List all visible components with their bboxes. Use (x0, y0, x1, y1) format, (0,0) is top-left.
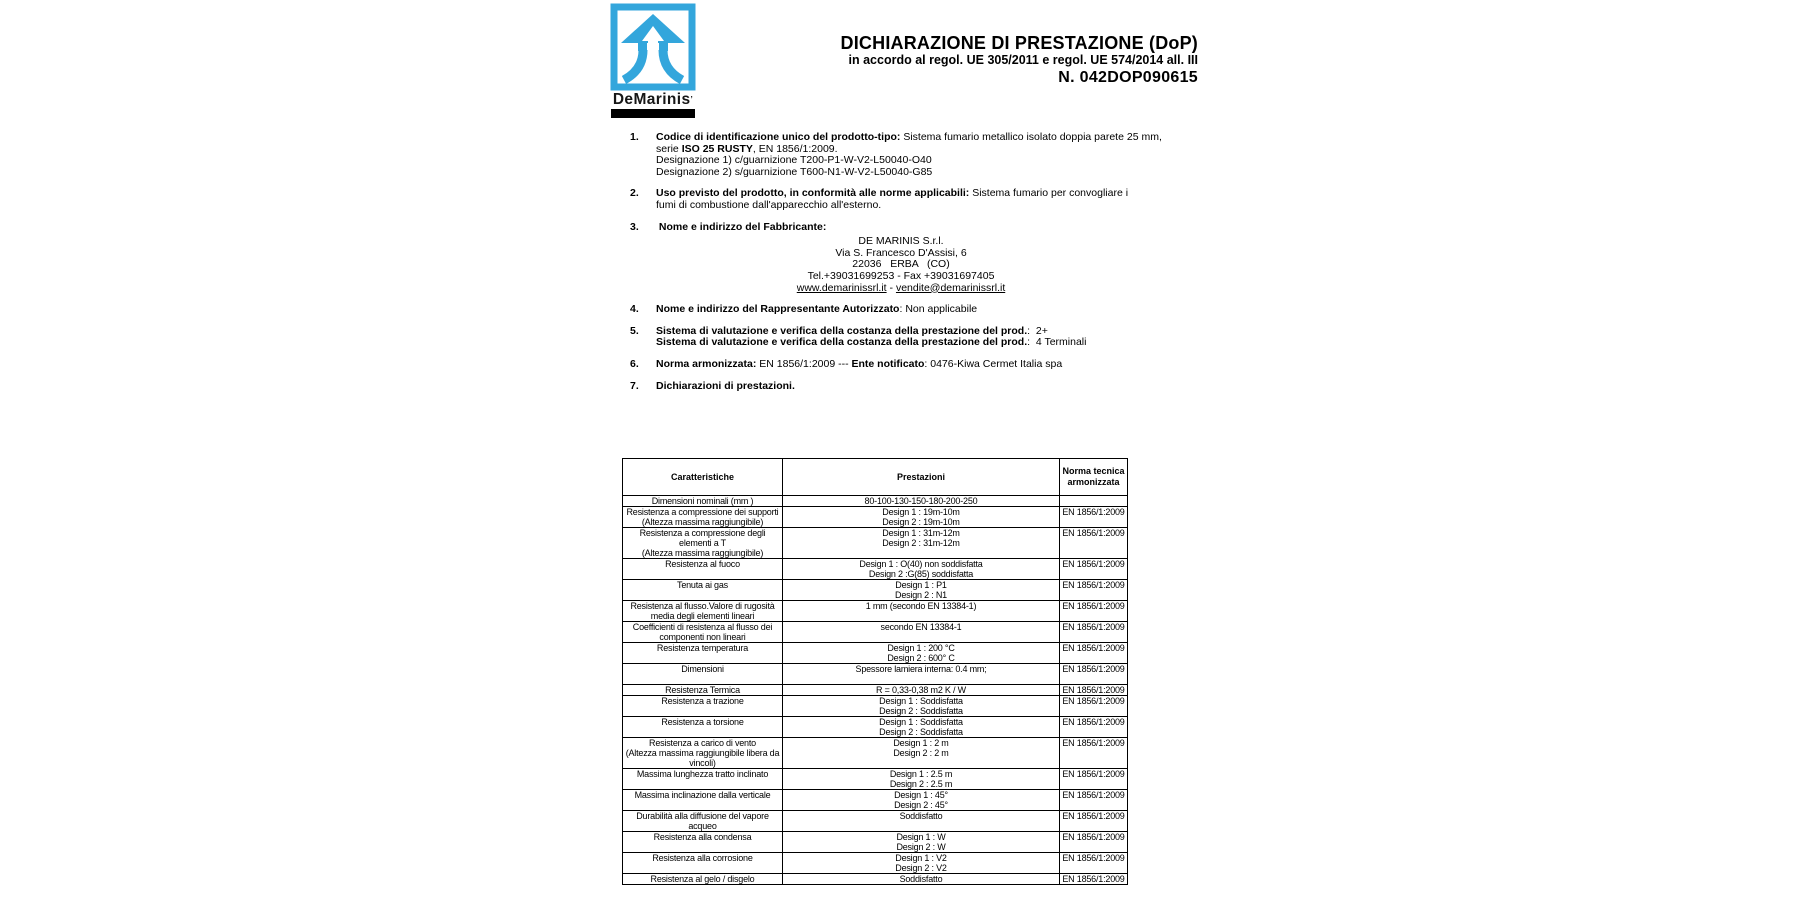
header-prestazioni: Prestazioni (783, 459, 1060, 496)
item-body (656, 304, 1150, 316)
cell-norma (1060, 496, 1128, 507)
item-number: 7. (630, 379, 639, 392)
table-row (623, 717, 1128, 738)
table-row (623, 832, 1128, 853)
item-body (656, 381, 1150, 393)
cell-caratteristica: Resistenza alla condensa (623, 832, 783, 853)
cell-norma: EN 1856/1:2009 (1060, 811, 1128, 832)
cell-caratteristica: Resistenza a carico di vento (Altezza massima raggiungibile libera da vincoli) (623, 738, 783, 769)
cell-prestazione: secondo EN 13384-1 (783, 622, 1060, 643)
cell-prestazione: Spessore lamiera interna: 0.4 mm; (783, 664, 1060, 685)
item-line: Tel.+39031699253 - Fax +39031697405 (807, 269, 995, 282)
item-line: Norma armonizzata: EN 1856/1:2009 --- Ente notificato: 0476-Kiwa Cermet Italia spa (656, 357, 1063, 370)
item-line: Dichiarazioni di prestazioni. (656, 379, 795, 392)
cell-caratteristica: Resistenza a torsione (623, 717, 783, 738)
cell-norma: EN 1856/1:2009 (1060, 664, 1128, 685)
item-line: 22036 ERBA (CO) (852, 258, 950, 271)
cell-norma: EN 1856/1:2009 (1060, 559, 1128, 580)
list-item (630, 131, 1162, 178)
cell-prestazione: Design 1 : 2.5 m Design 2 : 2.5 m (783, 769, 1060, 790)
cell-caratteristica: Massima inclinazione dalla verticale (623, 790, 783, 811)
cell-prestazione: Soddisfatto (783, 874, 1060, 885)
item-line: DE MARINIS S.r.l. (858, 235, 944, 248)
cell-caratteristica: Resistenza a compressione dei supporti (Altezza massima raggiungibile) (623, 507, 783, 528)
table-row (623, 559, 1128, 580)
cell-caratteristica: Dimensioni nominali (mm ) (623, 496, 783, 507)
logo-bar (611, 109, 695, 118)
table-row (623, 601, 1128, 622)
numbered-list (630, 131, 1162, 402)
performance-table (622, 458, 1128, 885)
table-row (623, 696, 1128, 717)
table-header-row (623, 459, 1128, 496)
manufacturer-address (656, 236, 1146, 294)
cell-norma: EN 1856/1:2009 (1060, 696, 1128, 717)
cell-norma: EN 1856/1:2009 (1060, 790, 1128, 811)
list-item (630, 326, 1150, 349)
cell-caratteristica: Resistenza al flusso.Valore di rugosità media degli elementi lineari (623, 601, 783, 622)
item-number: 5. (630, 324, 639, 337)
cell-caratteristica: Resistenza temperatura (623, 643, 783, 664)
item-number: 2. (630, 187, 639, 200)
cell-prestazione: R = 0,33-0,38 m2 K / W (783, 685, 1060, 696)
cell-norma: EN 1856/1:2009 (1060, 643, 1128, 664)
cell-norma: EN 1856/1:2009 (1060, 622, 1128, 643)
table-row (623, 811, 1128, 832)
cell-norma: EN 1856/1:2009 (1060, 874, 1128, 885)
cell-prestazione: Design 1 : O(40) non soddisfatta Design 2 :G(85) soddisfatta (783, 559, 1060, 580)
cell-prestazione: Soddisfatto (783, 811, 1060, 832)
cell-norma: EN 1856/1:2009 (1060, 507, 1128, 528)
item-line: Sistema di valutazione e verifica della costanza della prestazione del prod.: 2+ (656, 324, 1048, 337)
table-row (623, 507, 1128, 528)
cell-prestazione: Design 1 : 19m-10m Design 2 : 19m-10m (783, 507, 1060, 528)
item-line: Codice di identificazione unico del prodotto-tipo: Sistema fumario metallico isolato doppia parete 25 mm, (656, 131, 1162, 143)
cell-caratteristica: Resistenza Termica (623, 685, 783, 696)
cell-caratteristica: Resistenza al gelo / disgelo (623, 874, 783, 885)
cell-prestazione: Design 1 : 31m-12m Design 2 : 31m-12m (783, 528, 1060, 559)
cell-norma: EN 1856/1:2009 (1060, 601, 1128, 622)
list-item (630, 304, 1150, 316)
cell-caratteristica: Massima lunghezza tratto inclinato (623, 769, 783, 790)
cell-norma: EN 1856/1:2009 (1060, 738, 1128, 769)
cell-prestazione: 80-100-130-150-180-200-250 (783, 496, 1060, 507)
item-line: Designazione 2) s/guarnizione T600-N1-W-V2-L50040-G85 (656, 165, 933, 178)
item-body (656, 188, 1150, 211)
chimney-arrow-icon (610, 3, 696, 91)
table-row (623, 496, 1128, 507)
list-item (630, 222, 1150, 295)
cell-caratteristica: Durabilità alla diffusione del vapore acqueo (623, 811, 783, 832)
item-line: Nome e indirizzo del Fabbricante: (656, 220, 827, 233)
document-title: DICHIARAZIONE DI PRESTAZIONE (DoP) (840, 33, 1198, 53)
item-body (656, 132, 1162, 178)
item-number: 4. (630, 303, 639, 316)
table-row (623, 874, 1128, 885)
header-norma: Norma tecnica armonizzata (1060, 459, 1128, 496)
cell-norma: EN 1856/1:2009 (1060, 769, 1128, 790)
title-block (841, 33, 1198, 87)
cell-caratteristica: Dimensioni (623, 664, 783, 685)
item-body (656, 326, 1150, 349)
table-row (623, 643, 1128, 664)
table-row (623, 738, 1128, 769)
cell-caratteristica: Resistenza al fuoco (623, 559, 783, 580)
cell-prestazione: Design 1 : Soddisfatta Design 2 : Soddisfatta (783, 696, 1060, 717)
document-subtitle: in accordo al regol. UE 305/2011 e regol. UE 574/2014 all. III (848, 53, 1198, 67)
header-caratteristiche: Caratteristiche (623, 459, 783, 496)
item-line: Via S. Francesco D'Assisi, 6 (835, 246, 967, 259)
list-item (630, 381, 1150, 393)
table-row (623, 664, 1128, 685)
table-row (623, 622, 1128, 643)
cell-caratteristica: Coefficienti di resistenza al flusso dei componenti non lineari (623, 622, 783, 643)
company-logo (608, 3, 698, 118)
brand-name: DeMarinis’ (612, 91, 694, 108)
item-number: 1. (630, 131, 639, 143)
item-number: 6. (630, 357, 639, 370)
item-line: Nome e indirizzo del Rappresentante Autorizzato: Non applicabile (656, 303, 978, 316)
cell-caratteristica: Resistenza a compressione degli elementi a T (Altezza massima raggiungibile) (623, 528, 783, 559)
item-line: www.demarinissrl.it - vendite@demarinissrl.it (796, 281, 1006, 294)
item-line: fumi di combustione dall'apparecchio all'esterno. (656, 198, 882, 211)
brand-mark: ’ (690, 95, 694, 104)
cell-prestazione: Design 1 : 200 °C Design 2 : 600° C (783, 643, 1060, 664)
cell-norma: EN 1856/1:2009 (1060, 685, 1128, 696)
item-line: serie ISO 25 RUSTY, EN 1856/1:2009. (656, 142, 838, 155)
list-item (630, 188, 1150, 211)
item-line: Uso previsto del prodotto, in conformità alle norme applicabili: Sistema fumario per convogliare i (656, 187, 1129, 200)
table-row (623, 528, 1128, 559)
cell-prestazione: 1 mm (secondo EN 13384-1) (783, 601, 1060, 622)
cell-prestazione: Design 1 : 45° Design 2 : 45° (783, 790, 1060, 811)
cell-prestazione: Design 1 : P1 Design 2 : N1 (783, 580, 1060, 601)
table-row (623, 853, 1128, 874)
cell-caratteristica: Resistenza a trazione (623, 696, 783, 717)
item-body (656, 359, 1150, 371)
table-row (623, 790, 1128, 811)
cell-prestazione: Design 1 : W Design 2 : W (783, 832, 1060, 853)
list-item (630, 359, 1150, 371)
item-line: Designazione 1) c/guarnizione T200-P1-W-V2-L50040-O40 (656, 154, 932, 167)
link[interactable]: www.demarinissrl.it (796, 281, 887, 294)
cell-prestazione: Design 1 : Soddisfatta Design 2 : Soddisfatta (783, 717, 1060, 738)
cell-norma: EN 1856/1:2009 (1060, 832, 1128, 853)
cell-caratteristica: Resistenza alla corrosione (623, 853, 783, 874)
cell-norma: EN 1856/1:2009 (1060, 853, 1128, 874)
document-number: N. 042DOP090615 (1058, 69, 1198, 86)
link[interactable]: vendite@demarinissrl.it (895, 281, 1006, 294)
cell-norma: EN 1856/1:2009 (1060, 580, 1128, 601)
cell-norma: EN 1856/1:2009 (1060, 528, 1128, 559)
cell-caratteristica: Tenuta ai gas (623, 580, 783, 601)
item-body (656, 222, 1150, 295)
table-row (623, 685, 1128, 696)
item-line: Sistema di valutazione e verifica della costanza della prestazione del prod.: 4 Terminali (656, 336, 1087, 349)
table-row (623, 769, 1128, 790)
table-row (623, 580, 1128, 601)
item-number: 3. (630, 220, 639, 233)
cell-prestazione: Design 1 : V2 Design 2 : V2 (783, 853, 1060, 874)
cell-prestazione: Design 1 : 2 m Design 2 : 2 m (783, 738, 1060, 769)
cell-norma: EN 1856/1:2009 (1060, 717, 1128, 738)
